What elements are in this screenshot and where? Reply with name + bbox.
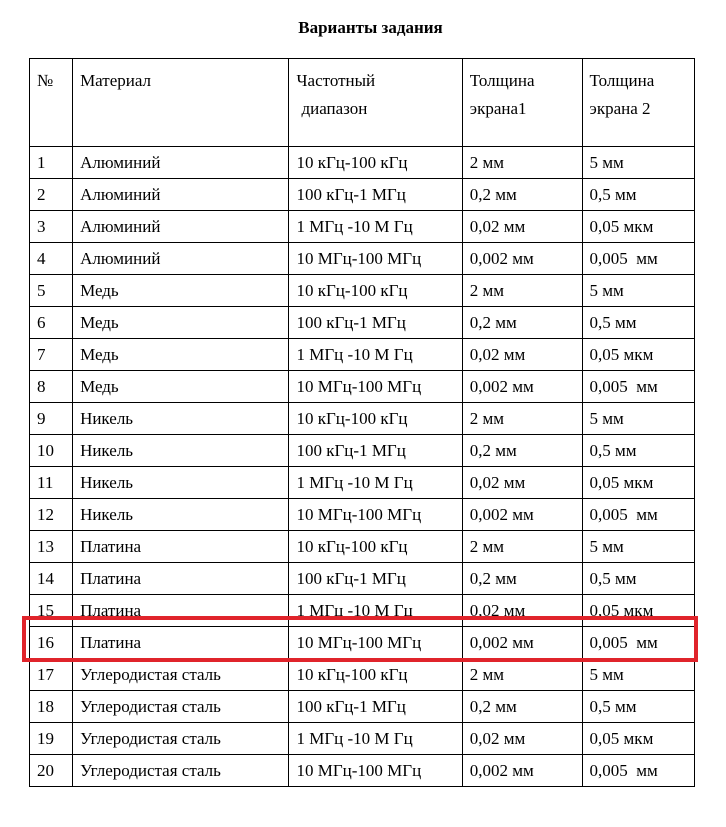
cell-num: 10 [30,435,73,467]
cell-num: 1 [30,147,73,179]
cell-frequency: 1 МГц -10 М Гц [289,595,462,627]
cell-thickness2: 5 мм [582,275,694,307]
cell-thickness2: 0,05 мкм [582,595,694,627]
cell-frequency: 10 МГц-100 МГц [289,499,462,531]
cell-frequency: 1 МГц -10 М Гц [289,339,462,371]
cell-thickness2: 5 мм [582,659,694,691]
header-num-label: № [37,71,54,90]
cell-frequency: 100 кГц-1 МГц [289,563,462,595]
cell-num: 20 [30,755,73,787]
table-row [30,595,695,627]
cell-num: 11 [30,467,73,499]
cell-num: 6 [30,307,73,339]
cell-num: 7 [30,339,73,371]
header-thickness1-line1: Толщина [469,71,535,90]
cell-frequency: 100 кГц-1 МГц [289,307,462,339]
cell-material: Алюминий [73,179,289,211]
cell-thickness2: 5 мм [582,531,694,563]
cell-thickness1: 0,002 мм [462,755,582,787]
cell-thickness1: 0,2 мм [462,179,582,211]
cell-material: Платина [73,595,289,627]
cell-material: Медь [73,339,289,371]
table-row [30,307,695,339]
header-thickness2 [582,59,694,147]
cell-thickness1: 0,2 мм [462,435,582,467]
table-row [30,499,695,531]
cell-material: Медь [73,275,289,307]
cell-material: Никель [73,499,289,531]
cell-material: Никель [73,403,289,435]
cell-num: 16 [30,627,73,659]
cell-thickness2: 0,05 мкм [582,467,694,499]
header-thickness2-line1: Толщина [589,71,655,90]
cell-frequency: 100 кГц-1 МГц [289,691,462,723]
header-material-label: Материал [80,71,152,90]
cell-frequency: 10 МГц-100 МГц [289,627,462,659]
cell-frequency: 10 кГц-100 кГц [289,147,462,179]
cell-num: 4 [30,243,73,275]
cell-frequency: 100 кГц-1 МГц [289,179,462,211]
cell-thickness1: 0,02 мм [462,339,582,371]
cell-thickness2: 5 мм [582,403,694,435]
cell-thickness2: 5 мм [582,147,694,179]
cell-material: Углеродистая сталь [73,659,289,691]
header-frequency-line1: Частотный [296,71,376,90]
cell-num: 14 [30,563,73,595]
cell-thickness1: 2 мм [462,147,582,179]
cell-thickness1: 0,2 мм [462,563,582,595]
header-frequency-line2: диапазон [301,99,368,118]
cell-thickness2: 0,5 мм [582,179,694,211]
cell-thickness2: 0,005 мм [582,243,694,275]
cell-num: 3 [30,211,73,243]
cell-material: Медь [73,307,289,339]
cell-thickness1: 2 мм [462,659,582,691]
cell-num: 17 [30,659,73,691]
cell-frequency: 10 МГц-100 МГц [289,371,462,403]
table-row [30,627,695,659]
table-row [30,339,695,371]
cell-thickness2: 0,005 мм [582,627,694,659]
cell-thickness1: 0,002 мм [462,243,582,275]
table-row [30,275,695,307]
header-frequency [289,59,462,147]
cell-material: Алюминий [73,243,289,275]
cell-material: Медь [73,371,289,403]
cell-frequency: 1 МГц -10 М Гц [289,723,462,755]
cell-num: 9 [30,403,73,435]
cell-frequency: 10 кГц-100 кГц [289,659,462,691]
table-row [30,531,695,563]
cell-thickness1: 0,02 мм [462,723,582,755]
cell-thickness1: 0,2 мм [462,691,582,723]
cell-thickness1: 0,02 мм [462,467,582,499]
table-row [30,755,695,787]
table-header-row [30,59,695,147]
cell-thickness2: 0,5 мм [582,691,694,723]
cell-thickness1: 2 мм [462,275,582,307]
cell-thickness2: 0,5 мм [582,435,694,467]
cell-frequency: 1 МГц -10 М Гц [289,211,462,243]
cell-material: Углеродистая сталь [73,723,289,755]
header-material [73,59,289,147]
cell-frequency: 10 МГц-100 МГц [289,755,462,787]
cell-num: 19 [30,723,73,755]
header-num [30,59,73,147]
cell-thickness2: 0,05 мкм [582,339,694,371]
table-row [30,243,695,275]
cell-thickness2: 0,05 мкм [582,211,694,243]
variants-table-body [30,59,695,787]
cell-thickness1: 0,002 мм [462,371,582,403]
cell-material: Углеродистая сталь [73,691,289,723]
document-title: Варианты задания [298,18,443,37]
header-thickness1 [462,59,582,147]
cell-material: Платина [73,563,289,595]
table-row [30,691,695,723]
cell-num: 12 [30,499,73,531]
table-row [30,371,695,403]
cell-material: Платина [73,531,289,563]
cell-frequency: 10 МГц-100 МГц [289,243,462,275]
cell-frequency: 10 кГц-100 кГц [289,531,462,563]
cell-frequency: 100 кГц-1 МГц [289,435,462,467]
cell-num: 5 [30,275,73,307]
cell-thickness1: 0,2 мм [462,307,582,339]
cell-material: Алюминий [73,211,289,243]
table-row [30,211,695,243]
cell-material: Углеродистая сталь [73,755,289,787]
cell-thickness2: 0,005 мм [582,371,694,403]
cell-thickness1: 0,02 мм [462,211,582,243]
cell-material: Никель [73,467,289,499]
variants-table [29,58,695,787]
table-row [30,147,695,179]
cell-thickness2: 0,05 мкм [582,723,694,755]
table-row [30,403,695,435]
header-thickness1-line2: экрана1 [469,99,527,118]
cell-material: Никель [73,435,289,467]
cell-num: 2 [30,179,73,211]
cell-thickness2: 0,005 мм [582,499,694,531]
cell-thickness2: 0,5 мм [582,307,694,339]
table-row [30,179,695,211]
table-row [30,563,695,595]
cell-thickness1: 2 мм [462,531,582,563]
cell-thickness1: 0,002 мм [462,627,582,659]
cell-num: 15 [30,595,73,627]
cell-frequency: 1 МГц -10 М Гц [289,467,462,499]
cell-num: 13 [30,531,73,563]
table-row [30,467,695,499]
cell-thickness1: 2 мм [462,403,582,435]
cell-thickness1: 0,02 мм [462,595,582,627]
cell-material: Алюминий [73,147,289,179]
table-row [30,659,695,691]
cell-num: 8 [30,371,73,403]
cell-num: 18 [30,691,73,723]
cell-thickness1: 0,002 мм [462,499,582,531]
cell-frequency: 10 кГц-100 кГц [289,275,462,307]
table-row [30,435,695,467]
cell-frequency: 10 кГц-100 кГц [289,403,462,435]
header-thickness2-line2: экрана 2 [589,99,651,118]
cell-material: Платина [73,627,289,659]
table-row [30,723,695,755]
cell-thickness2: 0,005 мм [582,755,694,787]
cell-thickness2: 0,5 мм [582,563,694,595]
